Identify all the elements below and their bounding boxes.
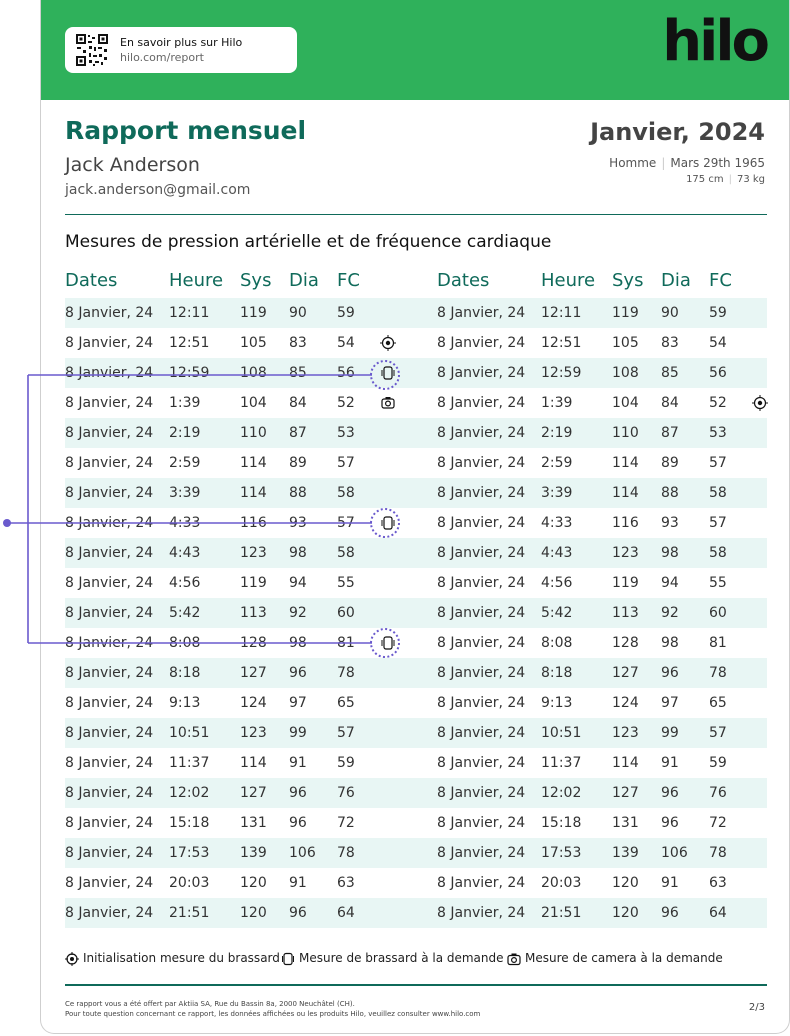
- cell-sys: 120: [240, 875, 267, 891]
- cell-time-2: 10:51: [541, 725, 582, 741]
- cell-time: 5:42: [169, 605, 201, 621]
- col-header-fc: FC: [337, 270, 360, 291]
- cell-time: 8:08: [169, 635, 201, 651]
- col-header-sys-2: Sys: [612, 270, 644, 291]
- cell-dia: 99: [289, 725, 307, 741]
- cell-time-2: 5:42: [541, 605, 573, 621]
- cell-dia: 96: [289, 815, 307, 831]
- cell-date-2: 8 Janvier, 24: [437, 725, 526, 741]
- cell-sys-2: 110: [612, 425, 639, 441]
- page-number: 2/3: [748, 1002, 765, 1013]
- cell-fc: 53: [337, 425, 355, 441]
- cell-sys: 124: [240, 695, 267, 711]
- col-header-dia-2: Dia: [661, 270, 691, 291]
- col-header-heure: Heure: [169, 270, 224, 291]
- cell-time-2: 8:08: [541, 635, 573, 651]
- cell-dia-2: 89: [661, 455, 679, 471]
- col-header-dia: Dia: [289, 270, 319, 291]
- cell-dia-2: 91: [661, 875, 679, 891]
- cell-date: 8 Janvier, 24: [65, 515, 154, 531]
- legend-cuff-init: [65, 951, 280, 966]
- col-header-dates-2: Dates: [437, 270, 490, 291]
- cell-time: 12:51: [169, 335, 210, 351]
- cell-date-2: 8 Janvier, 24: [437, 305, 526, 321]
- cell-fc: 58: [337, 545, 355, 561]
- cell-time: 12:02: [169, 785, 210, 801]
- cell-date: 8 Janvier, 24: [65, 755, 154, 771]
- cuff-icon: [379, 514, 397, 532]
- cell-time: 17:53: [169, 845, 210, 861]
- cell-sys: 119: [240, 575, 267, 591]
- cell-fc: 57: [337, 725, 355, 741]
- cell-date: 8 Janvier, 24: [65, 875, 154, 891]
- cell-sys: 114: [240, 455, 267, 471]
- cell-time-2: 12:11: [541, 305, 582, 321]
- cell-dia: 97: [289, 695, 307, 711]
- table-row: [65, 778, 767, 808]
- table-row: [65, 658, 767, 688]
- cell-time: 12:11: [169, 305, 210, 321]
- cell-fc: 64: [337, 905, 355, 921]
- cell-dia: 89: [289, 455, 307, 471]
- cell-time-2: 11:37: [541, 755, 582, 771]
- cell-sys-2: 114: [612, 485, 639, 501]
- cell-time-2: 3:39: [541, 485, 573, 501]
- cell-fc-2: 64: [709, 905, 727, 921]
- cell-sys-2: 105: [612, 335, 639, 351]
- cell-sys-2: 119: [612, 575, 639, 591]
- cell-fc: 60: [337, 605, 355, 621]
- cell-time-2: 4:33: [541, 515, 573, 531]
- cell-fc-2: 63: [709, 875, 727, 891]
- cell-date-2: 8 Janvier, 24: [437, 785, 526, 801]
- cell-sys-2: 114: [612, 755, 639, 771]
- cell-time: 4:33: [169, 515, 201, 531]
- table-row: [65, 358, 767, 388]
- cell-sys: 127: [240, 665, 267, 681]
- cell-date: 8 Janvier, 24: [65, 635, 154, 651]
- table-row: [65, 478, 767, 508]
- cell-dia-2: 97: [661, 695, 679, 711]
- cell-date-2: 8 Janvier, 24: [437, 755, 526, 771]
- cell-date: 8 Janvier, 24: [65, 365, 154, 381]
- qr-card[interactable]: [65, 27, 297, 73]
- cell-time: 11:37: [169, 755, 210, 771]
- cell-date-2: 8 Janvier, 24: [437, 425, 526, 441]
- table-row: [65, 898, 767, 928]
- camera-icon: [507, 952, 521, 966]
- cell-time: 20:03: [169, 875, 210, 891]
- cell-sys: 120: [240, 905, 267, 921]
- cell-fc: 63: [337, 875, 355, 891]
- cell-date-2: 8 Janvier, 24: [437, 695, 526, 711]
- cuff-icon: [281, 952, 295, 966]
- cell-date: 8 Janvier, 24: [65, 485, 154, 501]
- cell-time-2: 21:51: [541, 905, 582, 921]
- cell-sys: 119: [240, 305, 267, 321]
- cell-dia: 91: [289, 875, 307, 891]
- cell-time-2: 1:39: [541, 395, 573, 411]
- cell-date-2: 8 Janvier, 24: [437, 395, 526, 411]
- cell-time: 10:51: [169, 725, 210, 741]
- cell-fc-2: 58: [709, 545, 727, 561]
- cell-time: 4:56: [169, 575, 201, 591]
- cell-date: 8 Janvier, 24: [65, 575, 154, 591]
- cell-dia: 106: [289, 845, 316, 861]
- cell-fc: 55: [337, 575, 355, 591]
- cell-date-2: 8 Janvier, 24: [437, 575, 526, 591]
- cell-dia-2: 93: [661, 515, 679, 531]
- cell-dia: 96: [289, 665, 307, 681]
- cell-dia: 98: [289, 545, 307, 561]
- patient-name: Jack Anderson: [65, 154, 200, 176]
- cell-date-2: 8 Janvier, 24: [437, 605, 526, 621]
- cell-fc-2: 57: [709, 455, 727, 471]
- cell-date: 8 Janvier, 24: [65, 725, 154, 741]
- cell-sys: 104: [240, 395, 267, 411]
- cell-fc-2: 59: [709, 305, 727, 321]
- cell-dia: 98: [289, 635, 307, 651]
- cell-date: 8 Janvier, 24: [65, 455, 154, 471]
- cell-dia-2: 92: [661, 605, 679, 621]
- cell-dia: 90: [289, 305, 307, 321]
- patient-birth: Mars 29th 1965: [670, 156, 765, 170]
- crosshair-icon: [65, 952, 79, 966]
- qr-url[interactable]: hilo.com/report: [120, 51, 204, 64]
- cell-dia: 88: [289, 485, 307, 501]
- cell-dia-2: 106: [661, 845, 688, 861]
- cell-sys-2: 123: [612, 545, 639, 561]
- patient-weight: 73 kg: [736, 174, 765, 185]
- col-header-heure-2: Heure: [541, 270, 596, 291]
- cell-date-2: 8 Janvier, 24: [437, 455, 526, 471]
- cell-time-2: 12:51: [541, 335, 582, 351]
- cell-time-2: 8:18: [541, 665, 573, 681]
- cell-fc-2: 55: [709, 575, 727, 591]
- cell-dia-2: 88: [661, 485, 679, 501]
- cell-dia: 96: [289, 785, 307, 801]
- table-row: [65, 718, 767, 748]
- cell-dia-2: 98: [661, 545, 679, 561]
- section-title: Mesures de pression artérielle et de fréquence cardiaque: [65, 232, 552, 252]
- table-row: [65, 508, 767, 538]
- cell-time: 9:13: [169, 695, 201, 711]
- report-month: Janvier, 2024: [590, 118, 765, 146]
- report-page: [40, 0, 790, 1034]
- cell-sys-2: 120: [612, 905, 639, 921]
- table-row: [65, 538, 767, 568]
- cell-dia-2: 84: [661, 395, 679, 411]
- cell-fc: 54: [337, 335, 355, 351]
- cell-fc: 59: [337, 755, 355, 771]
- cell-fc: 59: [337, 305, 355, 321]
- cell-date: 8 Janvier, 24: [65, 425, 154, 441]
- cell-date-2: 8 Janvier, 24: [437, 545, 526, 561]
- cell-dia: 85: [289, 365, 307, 381]
- cell-sys-2: 124: [612, 695, 639, 711]
- cell-date: 8 Janvier, 24: [65, 305, 154, 321]
- cell-dia: 92: [289, 605, 307, 621]
- cell-time: 12:59: [169, 365, 210, 381]
- cell-fc-2: 52: [709, 395, 727, 411]
- cell-fc-2: 72: [709, 815, 727, 831]
- table-row: [65, 418, 767, 448]
- cell-dia: 91: [289, 755, 307, 771]
- legend-camera-demand-label: Mesure de camera à la demande: [525, 951, 723, 965]
- patient-meta-line2: 175 cm | 73 kg: [686, 174, 765, 185]
- cell-sys: 110: [240, 425, 267, 441]
- cell-date-2: 8 Janvier, 24: [437, 815, 526, 831]
- cell-fc-2: 78: [709, 845, 727, 861]
- cell-sys: 123: [240, 545, 267, 561]
- cell-dia: 94: [289, 575, 307, 591]
- table-row: [65, 838, 767, 868]
- cell-dia-2: 94: [661, 575, 679, 591]
- table-row: [65, 328, 767, 358]
- cell-date: 8 Janvier, 24: [65, 785, 154, 801]
- cell-date-2: 8 Janvier, 24: [437, 515, 526, 531]
- cell-time-2: 17:53: [541, 845, 582, 861]
- cell-sys: 131: [240, 815, 267, 831]
- cell-dia-2: 90: [661, 305, 679, 321]
- patient-email: jack.anderson@gmail.com: [65, 182, 251, 198]
- cell-fc: 56: [337, 365, 355, 381]
- cell-fc-2: 78: [709, 665, 727, 681]
- cell-time: 1:39: [169, 395, 201, 411]
- patient-height: 175 cm: [686, 174, 724, 185]
- cell-sys: 113: [240, 605, 267, 621]
- cell-dia-2: 98: [661, 635, 679, 651]
- table-row: [65, 688, 767, 718]
- qr-code-icon: [75, 33, 109, 67]
- cell-fc-2: 53: [709, 425, 727, 441]
- cell-dia: 93: [289, 515, 307, 531]
- cell-fc: 58: [337, 485, 355, 501]
- cell-date: 8 Janvier, 24: [65, 335, 154, 351]
- cell-fc: 65: [337, 695, 355, 711]
- cell-date-2: 8 Janvier, 24: [437, 845, 526, 861]
- col-header-dates: Dates: [65, 270, 118, 291]
- cell-sys-2: 128: [612, 635, 639, 651]
- footer-line1: Ce rapport vous a été offert par Aktiia SA, Rue du Bassin 8a, 2000 Neuchâtel (CH).: [65, 1000, 355, 1008]
- cell-dia-2: 96: [661, 665, 679, 681]
- cell-time: 8:18: [169, 665, 201, 681]
- patient-meta-line1: Homme | Mars 29th 1965: [609, 156, 765, 170]
- cell-sys: 116: [240, 515, 267, 531]
- cell-fc: 57: [337, 455, 355, 471]
- cell-sys: 105: [240, 335, 267, 351]
- cell-fc: 81: [337, 635, 355, 651]
- cell-time: 3:39: [169, 485, 201, 501]
- hilo-logo: hilo: [662, 9, 767, 74]
- cell-fc-2: 56: [709, 365, 727, 381]
- legend-cuff-demand: [281, 951, 504, 966]
- cell-date: 8 Janvier, 24: [65, 545, 154, 561]
- cell-date: 8 Janvier, 24: [65, 905, 154, 921]
- cell-date: 8 Janvier, 24: [65, 695, 154, 711]
- cell-sys-2: 139: [612, 845, 639, 861]
- qr-title: En savoir plus sur Hilo: [120, 36, 243, 49]
- table-row: [65, 808, 767, 838]
- cell-dia-2: 87: [661, 425, 679, 441]
- cell-time-2: 2:19: [541, 425, 573, 441]
- legend-cuff-init-label: Initialisation mesure du brassard: [83, 951, 280, 965]
- cell-sys-2: 113: [612, 605, 639, 621]
- cell-time: 4:43: [169, 545, 201, 561]
- cell-sys-2: 120: [612, 875, 639, 891]
- measurements-table: [65, 268, 767, 928]
- col-header-fc-2: FC: [709, 270, 732, 291]
- cell-date: 8 Janvier, 24: [65, 605, 154, 621]
- cell-sys-2: 131: [612, 815, 639, 831]
- cell-date-2: 8 Janvier, 24: [437, 485, 526, 501]
- cell-fc-2: 76: [709, 785, 727, 801]
- cell-sys: 123: [240, 725, 267, 741]
- table-row: [65, 298, 767, 328]
- cell-sys-2: 108: [612, 365, 639, 381]
- cell-date: 8 Janvier, 24: [65, 665, 154, 681]
- table-row: [65, 598, 767, 628]
- cell-date-2: 8 Janvier, 24: [437, 335, 526, 351]
- cell-date-2: 8 Janvier, 24: [437, 875, 526, 891]
- cell-sys: 127: [240, 785, 267, 801]
- cell-date-2: 8 Janvier, 24: [437, 365, 526, 381]
- cell-sys: 114: [240, 485, 267, 501]
- cell-sys: 139: [240, 845, 267, 861]
- crosshair-icon: [379, 334, 397, 352]
- cell-fc-2: 54: [709, 335, 727, 351]
- cell-fc: 78: [337, 665, 355, 681]
- header-band: [41, 0, 789, 100]
- cell-time-2: 12:02: [541, 785, 582, 801]
- legend-camera-demand: [507, 951, 723, 966]
- cell-sys-2: 127: [612, 785, 639, 801]
- table-header: [65, 268, 767, 298]
- col-header-sys: Sys: [240, 270, 272, 291]
- cuff-icon: [379, 634, 397, 652]
- cell-date: 8 Janvier, 24: [65, 845, 154, 861]
- cell-time-2: 15:18: [541, 815, 582, 831]
- cell-dia-2: 91: [661, 755, 679, 771]
- table-row: [65, 448, 767, 478]
- cell-fc: 57: [337, 515, 355, 531]
- cell-time: 21:51: [169, 905, 210, 921]
- cell-dia-2: 99: [661, 725, 679, 741]
- cell-sys-2: 116: [612, 515, 639, 531]
- cell-time: 2:19: [169, 425, 201, 441]
- cell-fc-2: 81: [709, 635, 727, 651]
- legend-cuff-demand-label: Mesure de brassard à la demande: [299, 951, 504, 965]
- cell-dia-2: 85: [661, 365, 679, 381]
- cell-time: 15:18: [169, 815, 210, 831]
- cell-sys-2: 104: [612, 395, 639, 411]
- cell-sys: 128: [240, 635, 267, 651]
- cell-fc: 78: [337, 845, 355, 861]
- cell-date-2: 8 Janvier, 24: [437, 665, 526, 681]
- cell-fc-2: 58: [709, 485, 727, 501]
- cell-dia-2: 96: [661, 785, 679, 801]
- cell-sys-2: 114: [612, 455, 639, 471]
- crosshair-icon: [751, 394, 769, 412]
- cell-time-2: 9:13: [541, 695, 573, 711]
- cell-fc-2: 59: [709, 755, 727, 771]
- table-row: [65, 568, 767, 598]
- cell-fc: 72: [337, 815, 355, 831]
- table-row: [65, 388, 767, 418]
- cell-dia: 83: [289, 335, 307, 351]
- footer-line2: Pour toute question concernant ce rapport, les données affichées ou les produits Hilo, veuillez consulter www.hilo.com: [65, 1010, 481, 1018]
- cell-sys-2: 123: [612, 725, 639, 741]
- cell-time-2: 20:03: [541, 875, 582, 891]
- cell-dia-2: 83: [661, 335, 679, 351]
- table-row: [65, 748, 767, 778]
- cell-time-2: 12:59: [541, 365, 582, 381]
- cell-fc-2: 57: [709, 725, 727, 741]
- cell-dia: 87: [289, 425, 307, 441]
- table-row: [65, 868, 767, 898]
- patient-gender: Homme: [609, 156, 657, 170]
- table-body: [65, 298, 767, 928]
- cell-sys: 114: [240, 755, 267, 771]
- cell-time-2: 4:43: [541, 545, 573, 561]
- cell-dia-2: 96: [661, 815, 679, 831]
- cell-dia: 96: [289, 905, 307, 921]
- cell-fc-2: 65: [709, 695, 727, 711]
- cell-time-2: 4:56: [541, 575, 573, 591]
- cell-sys-2: 127: [612, 665, 639, 681]
- cell-fc-2: 57: [709, 515, 727, 531]
- footer-divider: [65, 984, 767, 986]
- header-divider: [65, 214, 767, 215]
- cell-fc: 76: [337, 785, 355, 801]
- cuff-icon: [379, 364, 397, 382]
- cell-date: 8 Janvier, 24: [65, 815, 154, 831]
- table-row: [65, 628, 767, 658]
- cell-dia: 84: [289, 395, 307, 411]
- cell-time: 2:59: [169, 455, 201, 471]
- cell-sys: 108: [240, 365, 267, 381]
- cell-fc: 52: [337, 395, 355, 411]
- page-title: Rapport mensuel: [65, 116, 307, 145]
- camera-icon: [379, 394, 397, 412]
- cell-fc-2: 60: [709, 605, 727, 621]
- cell-date: 8 Janvier, 24: [65, 395, 154, 411]
- cell-time-2: 2:59: [541, 455, 573, 471]
- cell-sys-2: 119: [612, 305, 639, 321]
- cell-date-2: 8 Janvier, 24: [437, 635, 526, 651]
- cell-date-2: 8 Janvier, 24: [437, 905, 526, 921]
- cell-dia-2: 96: [661, 905, 679, 921]
